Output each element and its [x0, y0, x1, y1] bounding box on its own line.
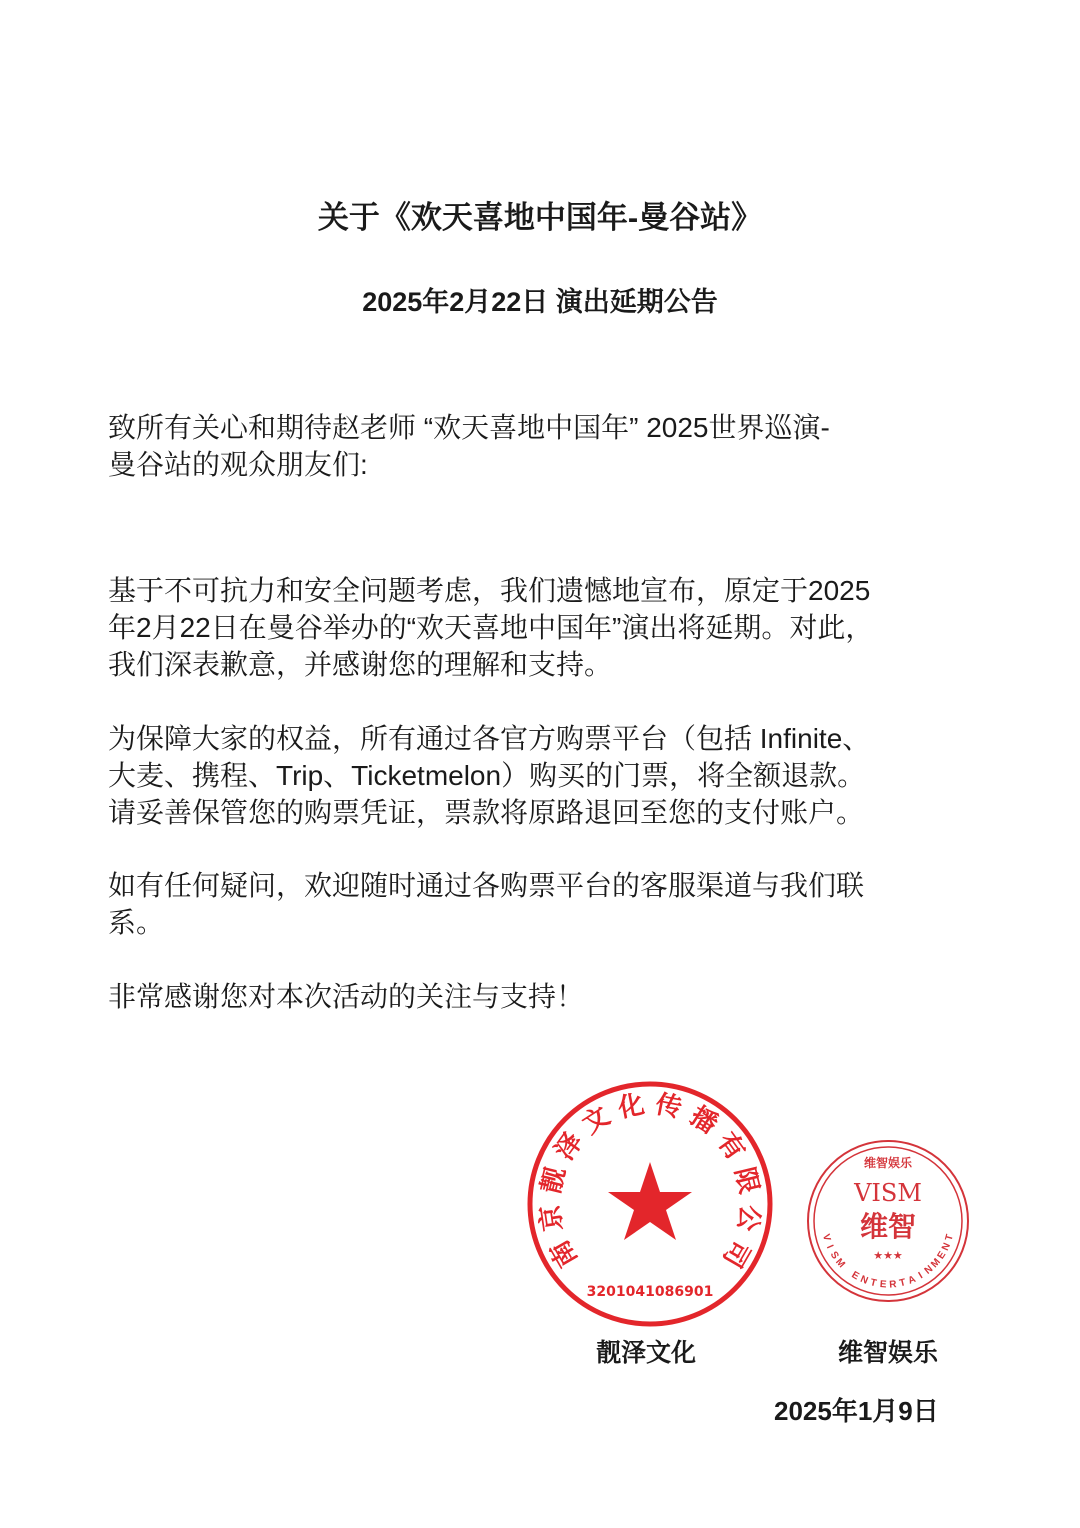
seal-char: N: [858, 1273, 870, 1287]
text-line: 如有任何疑问，欢迎随时通过各购票平台的客服渠道与我们联: [108, 870, 865, 901]
seal-char: 靓: [535, 1164, 571, 1197]
seal-char: M: [833, 1256, 847, 1271]
seal-char: T: [869, 1277, 878, 1290]
star-icon: [608, 1162, 692, 1240]
seal-char: V: [820, 1232, 833, 1243]
greeting-line: 曼谷站的观众朋友们:: [108, 449, 368, 480]
seal-char: T: [943, 1233, 956, 1242]
notice-date: 2025年1月9日: [774, 1396, 939, 1426]
seal-logo: VISM: [854, 1179, 922, 1207]
seal-char: N: [940, 1241, 953, 1253]
text-line: 请妥善保管您的购票凭证，票款将原路退回至您的支付账户。: [108, 797, 865, 828]
seal-center-text: 维智: [859, 1211, 917, 1242]
stars-icon: ★★★: [873, 1250, 903, 1262]
seal-char: R: [888, 1279, 897, 1291]
seal-number: 3201041086901: [586, 1284, 714, 1300]
text-line: 为保障大家的权益，所有通过各官方购票平台（包括 Infinite、: [108, 723, 871, 754]
seal-char: 南: [543, 1235, 583, 1273]
text-line: 大麦、携程、Trip、Ticketmelon）购买的门票，将全额退款。: [108, 760, 866, 791]
text-line: 年2月22日在曼谷举办的“欢天喜地中国年”演出将延期。对此，: [108, 612, 874, 643]
seal-char: I: [823, 1243, 836, 1251]
seal-char: 文: [576, 1100, 615, 1140]
seal-char: 公: [732, 1203, 766, 1234]
seal-char: A: [906, 1273, 918, 1287]
seal-char: 化: [615, 1088, 647, 1123]
text-line: 我们深表歉意，并感谢您的理解和支持。: [108, 649, 613, 680]
text-line: 非常感谢您对本次活动的关注与支持！: [108, 981, 585, 1012]
seal-char: E: [935, 1249, 949, 1262]
seal-char: E: [849, 1269, 861, 1283]
notice-title: 关于《欢天喜地中国年-曼谷站》: [317, 200, 763, 235]
notice-subtitle: 2025年2月22日 演出延期公告: [362, 287, 718, 317]
seal-char: I: [916, 1270, 925, 1282]
seal-char: M: [929, 1256, 943, 1271]
seal-top-text: 维智娱乐: [863, 1156, 913, 1170]
seal-char: 京: [534, 1203, 568, 1234]
seal-char: 限: [729, 1164, 765, 1197]
text-line: 基于不可抗力和安全问题考虑，我们遗憾地宣布，原定于2025: [108, 575, 871, 606]
text-line: 系。: [108, 907, 165, 938]
seal-char: 有: [711, 1126, 752, 1166]
seal-char: T: [898, 1277, 907, 1290]
company-seal-vism: [804, 1137, 972, 1305]
seal-char: 播: [685, 1100, 724, 1140]
signature-vism: 维智娱乐: [838, 1339, 939, 1367]
seal-char: 司: [717, 1235, 757, 1273]
company-seal-liangze: [524, 1078, 776, 1330]
seal-char: N: [922, 1263, 936, 1277]
signature-liangze: 靓泽文化: [596, 1339, 697, 1367]
seal-char: 传: [653, 1088, 685, 1123]
greeting-line: 致所有关心和期待赵老师 “欢天喜地中国年” 2025世界巡演-: [108, 412, 830, 443]
seal-char: 泽: [548, 1126, 589, 1166]
seal-char: S: [827, 1249, 841, 1262]
seal-char: E: [879, 1279, 887, 1291]
